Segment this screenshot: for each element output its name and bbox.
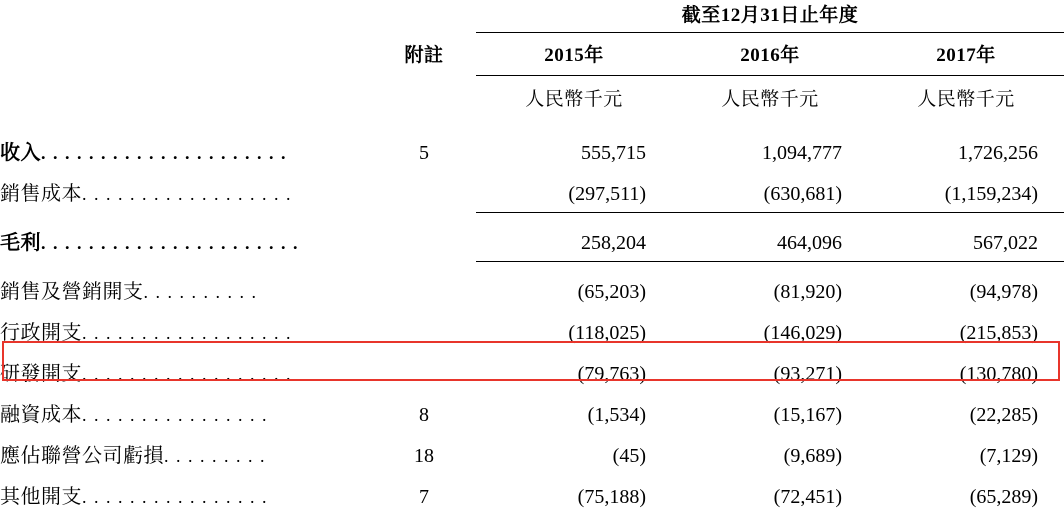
value-cost-of-sales-2017: (1,159,234) [944,183,1039,205]
empty-cell [0,33,372,75]
row-note-selling-marketing [372,269,476,310]
leader-dots: . . . . . . . . . . . . . . . . . . . . . . [41,233,299,253]
row-label-other-expenses [0,474,372,515]
spacer [0,213,1064,220]
unit-header-2016: 人民幣千元 [721,89,819,110]
value-administrative-2017: (215,853) [959,322,1039,344]
empty-cell [372,0,476,32]
unit-header-row [0,76,1064,120]
year-header-2016: 2016年 [740,45,800,66]
value-gross-profit-2016: 464,096 [777,232,842,254]
value-finance-costs-2015: (1,534) [587,404,646,426]
row-label-text: 融資成本 [0,404,82,426]
row-note-cost-of-sales [372,171,476,212]
row-label-text: 研發開支 [0,363,82,385]
value-share-of-losses-2015: (45) [612,445,646,467]
unit-header-2015: 人民幣千元 [525,89,623,110]
row-note-administrative [372,310,476,351]
value-other-expenses-2016: (72,451) [773,486,842,508]
row-label-text: 應佔聯營公司虧損 [0,445,164,467]
row-note-share-of-losses: 18 [414,445,434,467]
row-label-gross-profit [0,220,372,261]
spacer [0,120,1064,130]
row-label-text: 行政開支 [0,322,82,344]
row-note-rd-expenses [372,351,476,392]
year-header-2015: 2015年 [544,45,604,66]
table-row-highlighted [0,351,1064,392]
row-note-finance-costs: 8 [419,404,429,426]
row-label-finance-costs [0,392,372,433]
value-cost-of-sales-2016: (630,681) [763,183,842,205]
value-other-expenses-2017: (65,289) [969,486,1039,508]
empty-cell [0,0,372,32]
value-rd-expenses-2017: (130,780) [959,363,1039,385]
value-revenue-2016: 1,094,777 [762,142,842,164]
value-selling-marketing-2015: (65,203) [577,281,646,303]
empty-cell [372,76,476,120]
row-label-share-of-losses [0,433,372,474]
table-row [0,310,1064,351]
period-header-row [0,0,1064,32]
value-gross-profit-2017: 567,022 [973,232,1039,254]
value-rd-expenses-2015: (79,763) [577,363,646,385]
value-gross-profit-2015: 258,204 [581,232,646,254]
note-column-header: 附註 [404,45,444,66]
value-finance-costs-2016: (15,167) [773,404,842,426]
table-row [0,171,1064,212]
row-label-text: 其他開支 [0,486,82,508]
value-administrative-2015: (118,025) [568,322,646,344]
leader-dots: . . . . . . . . . [164,446,266,466]
row-label-administrative [0,310,372,351]
row-label-cost-of-sales [0,171,372,212]
leader-dots: . . . . . . . . . . . . . . . . . . [82,364,292,384]
empty-cell [0,76,372,120]
leader-dots: . . . . . . . . . . . . . . . . [82,487,268,507]
table-row [0,392,1064,433]
value-selling-marketing-2017: (94,978) [969,281,1039,303]
row-label-rd-expenses [0,351,372,392]
year-header-row [0,33,1064,75]
row-label-text: 銷售成本 [0,183,82,205]
row-note-revenue: 5 [419,142,429,164]
table-row [0,220,1064,261]
value-share-of-losses-2017: (7,129) [979,445,1039,467]
value-finance-costs-2017: (22,285) [969,404,1039,426]
row-label-text: 毛利 [0,232,41,254]
row-note-gross-profit [372,220,476,261]
value-revenue-2015: 555,715 [581,142,646,164]
year-header-2017: 2017年 [936,45,996,66]
row-label-revenue [0,130,372,171]
table-row [0,130,1064,171]
value-rd-expenses-2016: (93,271) [773,363,842,385]
value-administrative-2016: (146,029) [763,322,842,344]
value-selling-marketing-2016: (81,920) [773,281,842,303]
row-label-text: 收入 [0,142,41,164]
row-label-selling-marketing [0,269,372,310]
row-note-other-expenses: 7 [419,486,429,508]
value-cost-of-sales-2015: (297,511) [568,183,646,205]
leader-dots: . . . . . . . . . . [143,282,258,302]
leader-dots: . . . . . . . . . . . . . . . . . . . . . [41,143,287,163]
period-header: 截至12月31日止年度 [681,5,859,26]
table-row [0,474,1064,515]
spacer [0,262,1064,269]
leader-dots: . . . . . . . . . . . . . . . . [82,405,268,425]
row-label-text: 銷售及營銷開支 [0,281,144,303]
unit-header-2017: 人民幣千元 [917,89,1015,110]
table-row [0,269,1064,310]
value-revenue-2017: 1,726,256 [958,142,1039,164]
table-row [0,433,1064,474]
value-other-expenses-2015: (75,188) [577,486,646,508]
value-share-of-losses-2016: (9,689) [783,445,842,467]
leader-dots: . . . . . . . . . . . . . . . . . . [82,184,292,204]
leader-dots: . . . . . . . . . . . . . . . . . . [82,323,292,343]
